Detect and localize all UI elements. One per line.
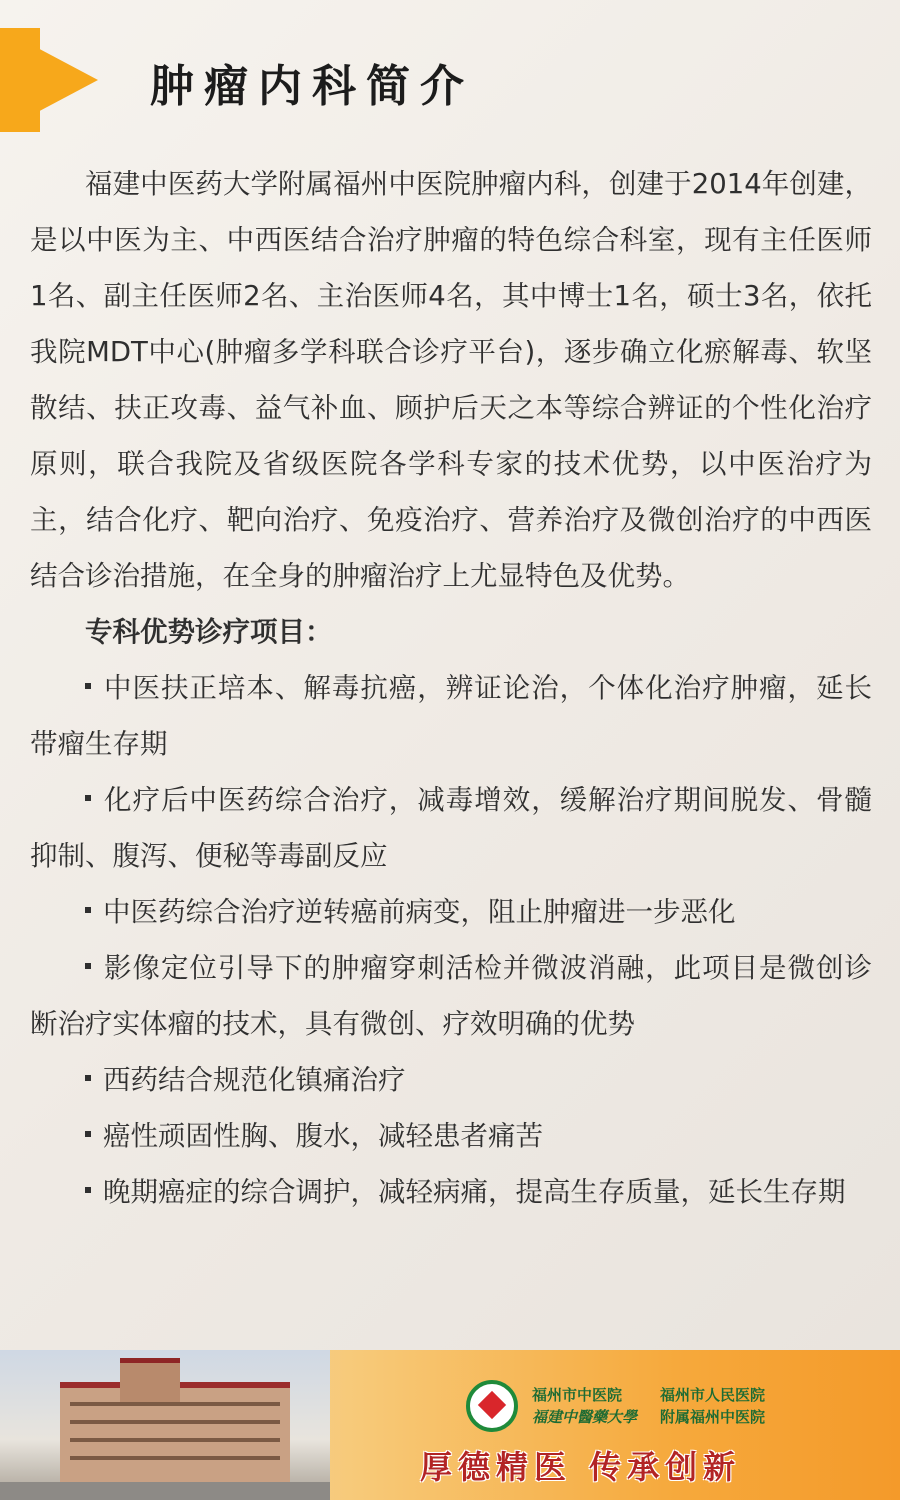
bullet-icon xyxy=(85,683,91,689)
intro-paragraph: 福建中医药大学附属福州中医院肿瘤内科，创建于2014年创建，是以中医为主、中西医结合治疗肿瘤的特色综合科室，现有主任医师1名、副主任医师2名、主治医师4名，其中博士1名，硕士3名，依托我院MDT中心(肿瘤多学科联合诊疗平台)，逐步确立化瘀解毒、软坚散结、扶正攻毒、益气补血、顾护后天之本等综合辨证的个性化治疗原则，联合我院及省级医院各学科专家的技术优势，以中医治疗为主，结合化疗、靶向治疗、免疫治疗、营养治疗及微创治疗的中西医结合诊治措施，在全身的肿瘤治疗上尤显特色及优势。 xyxy=(30,168,872,592)
list-item: 化疗后中医药综合治疗，减毒增效，缓解治疗期间脱发、骨髓抑制、腹泻、便秘等毒副反应 xyxy=(30,784,872,872)
list-item: 中医扶正培本、解毒抗癌，辨证论治，个体化治疗肿瘤，延长带瘤生存期 xyxy=(30,672,872,760)
building-window-row xyxy=(70,1456,280,1460)
list-item: 西药结合规范化镇痛治疗 xyxy=(30,1052,872,1108)
bullet-icon xyxy=(85,907,91,913)
building-window-row xyxy=(70,1420,280,1424)
slogan: 厚德精医 传承创新 xyxy=(420,1448,742,1486)
hospital-building-image xyxy=(0,1350,330,1500)
hospital-name-2: 福州市人民医院 xyxy=(660,1386,766,1404)
list-item: 晚期癌症的综合调护，减轻病痛，提高生存质量，延长生存期 xyxy=(30,1164,872,1220)
affiliated-hospital-name: 附属福州中医院 xyxy=(660,1408,766,1426)
university-name: 福建中醫藥大學 xyxy=(532,1408,638,1426)
title-arrow-icon xyxy=(0,28,98,132)
bullet-icon xyxy=(85,963,91,969)
list-item: 癌性顽固性胸、腹水，减轻患者痛苦 xyxy=(30,1108,872,1164)
bullet-icon xyxy=(85,1131,91,1137)
heart-icon xyxy=(478,1391,506,1419)
page-title: 肿瘤内科简介 xyxy=(150,61,474,112)
article-body xyxy=(30,156,872,1220)
building-window-row xyxy=(70,1438,280,1442)
bullet-icon xyxy=(85,1187,91,1193)
hospital-logo-icon xyxy=(466,1380,518,1432)
building-window-row xyxy=(70,1402,280,1406)
building-tower xyxy=(120,1358,180,1403)
bullet-icon xyxy=(85,1075,91,1081)
bullet-icon xyxy=(85,795,91,801)
list-item: 影像定位引导下的肿瘤穿刺活检并微波消融，此项目是微创诊断治疗实体瘤的技术，具有微创、疗效明确的优势 xyxy=(30,952,872,1040)
list-item: 中医药综合治疗逆转癌前病变，阻止肿瘤进一步恶化 xyxy=(30,884,872,940)
section-heading: 专科优势诊疗项目： xyxy=(85,616,333,648)
building-ground xyxy=(0,1482,330,1500)
footer-banner xyxy=(0,1350,900,1500)
hospital-name-1: 福州市中医院 xyxy=(532,1386,623,1404)
